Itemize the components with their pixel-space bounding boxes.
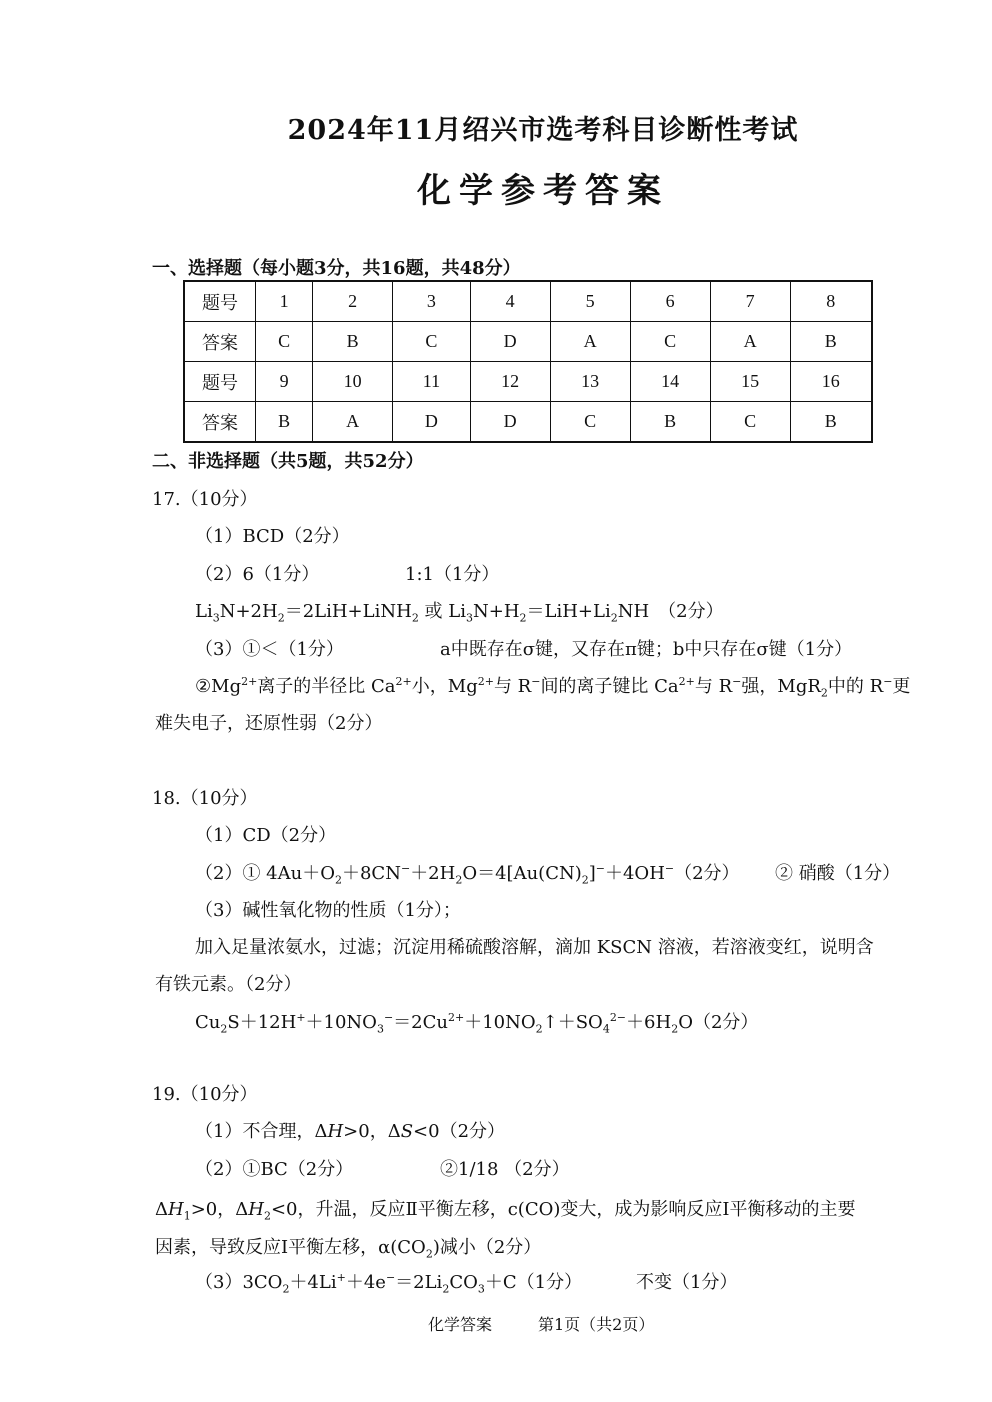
q19-part2-explanation-cont: 因素，导致反应Ⅰ平衡左移，$\alpha(CO_2)$减小（2分）: [155, 1237, 542, 1261]
q19-part1: （1）不合理，ΔH>0，ΔS<0（2分）: [195, 1121, 506, 1142]
question-number: 16: [790, 362, 872, 402]
table-row: [184, 402, 872, 443]
answer-cell: B: [313, 322, 393, 362]
question-number: 4: [470, 281, 550, 322]
table-row: [184, 322, 872, 362]
answer-cell: D: [393, 402, 470, 443]
question-number: 11: [393, 362, 470, 402]
q19-part3-answer: 不变（1分）: [636, 1272, 738, 1293]
answer-cell: A: [710, 322, 790, 362]
q18-part3-procedure-cont: 有铁元素。（2分）: [155, 974, 302, 995]
q18-part3-procedure: 加入足量浓氨水，过滤；沉淀用稀硫酸溶解，滴加 KSCN 溶液，若溶液变红，说明含: [195, 937, 874, 958]
row-label-answer: 答案: [184, 402, 256, 443]
question-number: 2: [313, 281, 393, 322]
answer-cell: C: [393, 322, 470, 362]
q19-heading: 19.（10分）: [152, 1084, 258, 1105]
q17-heading: 17.（10分）: [152, 489, 258, 510]
answer-cell: A: [313, 402, 393, 443]
q17-part3-bond: a中既存在σ键，又存在π键；b中只存在σ键（1分）: [440, 639, 853, 660]
q17-part1: （1）BCD（2分）: [195, 526, 350, 547]
question-number: 15: [710, 362, 790, 402]
answer-cell: D: [470, 322, 550, 362]
answer-cell: B: [256, 402, 313, 443]
q19-part2-explanation: $\Delta H_1>0$，$\Delta H_2<0$，升温，反应Ⅱ平衡左移，c(CO)变大，成为影响反应Ⅰ平衡移动的主要: [155, 1199, 856, 1223]
section1-heading: 一、选择题（每小题3分，共16题，共48分）: [152, 258, 521, 279]
q19-part3-equation: $(3)3CO_2+4Li^++4e^-=2Li_2CO_3+C(1$分）: [195, 1271, 583, 1296]
row-label-answer: 答案: [184, 322, 256, 362]
row-label-question: 题号: [184, 281, 256, 322]
question-number: 13: [550, 362, 630, 402]
answer-cell: B: [630, 402, 710, 443]
answer-cell: B: [790, 322, 872, 362]
page-subtitle: 化学参考答案: [417, 171, 669, 211]
q18-heading: 18.（10分）: [152, 788, 258, 809]
question-number: 9: [256, 362, 313, 402]
question-number: 6: [630, 281, 710, 322]
q18-part3: （3）碱性氧化物的性质（1分）；: [195, 900, 461, 921]
q17-part3: （3）①＜（1分）: [195, 639, 344, 660]
answer-cell: A: [550, 322, 630, 362]
table-row: [184, 281, 872, 322]
footer-page-number: 第1页（共2页）: [538, 1315, 655, 1334]
question-number: 7: [710, 281, 790, 322]
table-row: [184, 362, 872, 402]
question-number: 1: [256, 281, 313, 322]
answer-cell: B: [790, 402, 872, 443]
page-title: 2024年11月绍兴市选考科目诊断性考试: [287, 115, 799, 146]
question-number: 5: [550, 281, 630, 322]
question-number: 12: [470, 362, 550, 402]
answer-table: [183, 280, 873, 443]
answer-cell: C: [256, 322, 313, 362]
q18-part2-equation: （2）① $4Au+O_2+8CN^-+2H_2O=4[Au(CN)_2]^-+4OH^-(2$分）: [195, 862, 740, 887]
row-label-question: 题号: [184, 362, 256, 402]
question-number: 10: [313, 362, 393, 402]
q17-part2-ratio: 1:1（1分）: [405, 564, 500, 585]
q17-equation: $Li_3N+2H_2=2LiH+LiNH_2$ 或 $Li_3N+H_2=LiH+Li_2NH$ （2分）: [195, 601, 724, 625]
q18-part2-acid: ② 硝酸（1分）: [775, 863, 901, 884]
footer-subject: 化学答案: [428, 1315, 493, 1334]
answer-cell: C: [630, 322, 710, 362]
question-number: 14: [630, 362, 710, 402]
q17-part3-explanation: $②Mg^{2+}$离子的半径比 $Ca^{2+}$小，$Mg^{2+}$与 R−间的离子键比 $Ca^{2+}$与 R−强，MgR$_2$中的 R−更: [195, 675, 911, 700]
q19-part2: （2）①BC（2分）: [195, 1159, 354, 1180]
answer-cell: C: [550, 402, 630, 443]
q17-part2: （2）6（1分）: [195, 564, 320, 585]
q17-part3-explanation-cont: 难失电子，还原性弱（2分）: [155, 713, 383, 734]
question-number: 8: [790, 281, 872, 322]
section2-heading: 二、非选择题（共5题，共52分）: [152, 451, 424, 472]
q19-part2-ratio: ②1/18 （2分）: [440, 1159, 570, 1180]
q18-part1: （1）CD（2分）: [195, 825, 337, 846]
answer-cell: C: [710, 402, 790, 443]
question-number: 3: [393, 281, 470, 322]
q18-equation: $Cu_2S+12H^++10NO_3^-=2Cu^{2+}+10NO_2↑+SO_4^{2-}+6H_2O(2$分）: [195, 1011, 759, 1036]
answer-cell: D: [470, 402, 550, 443]
